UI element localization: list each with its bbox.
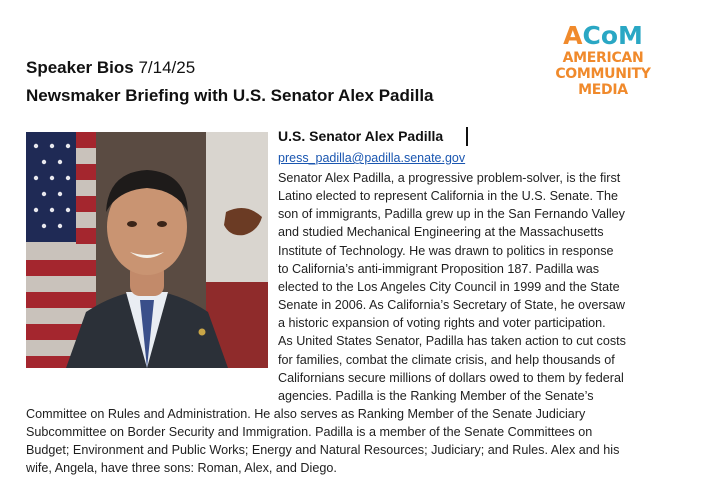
acom-logo-line-2: COMMUNITY [555,66,651,82]
bio-line: a historic expansion of voting rights and voter participation. [278,316,606,331]
acom-logo-line-3: MEDIA [578,82,628,98]
bio-line: wife, Angela, have three sons: Roman, Alex, and Diego. [26,461,337,476]
acom-logo [548,22,658,98]
bio-line: son of immigrants, Padilla grew up in the San Fernando Valley [278,207,625,222]
speaker-portrait-photo [26,132,268,368]
speaker-email-link[interactable]: press_padilla@padilla.senate.gov [278,151,466,165]
bio-line: and studied Mechanical Engineering at the Massachusetts [278,225,604,240]
bio-line: Californians secure millions of dollars owed to them by federal [278,370,624,385]
bio-line: As United States Senator, Padilla has taken action to cut costs [278,334,626,349]
page-subtitle: Newsmaker Briefing with U.S. Senator Alex Padilla [26,86,434,105]
bio-line: Latino elected to represent California in the U.S. Senate. The [278,189,619,204]
bio-line: agencies. Padilla is the Ranking Member of the Senate’s [278,388,594,403]
bio-line: to California’s anti-immigrant Proposition 187. Padilla was [278,261,600,276]
bio-line: Subcommittee on Border Security and Immigration. Padilla is a member of the Senate Committees on [26,425,593,440]
text-cursor [466,127,468,146]
speaker-name: U.S. Senator Alex Padilla [278,128,444,144]
bio-line: Committee on Rules and Administration. He also serves as Ranking Member of the Senate Judiciary [26,406,586,421]
page-date: 7/14/25 [138,58,196,77]
bio-line: for families, combat the climate crisis, and help thousands of [278,352,615,367]
bio-line: Budget; Environment and Public Works; Energy and Natural Resources; Judiciary; and Rules. Alex and his [26,443,620,458]
page-title-text: Speaker Bios [26,58,134,77]
bio-line: Institute of Technology. He was drawn to politics in response [278,243,614,258]
bio-line: elected to the Los Angeles City Council in 1999 and the State [278,279,620,294]
bio-line: Senator Alex Padilla, a progressive problem-solver, is the first [278,171,621,185]
bio-line: Senate in 2006. As California’s Secretary of State, he oversaw [278,298,625,313]
page-title [26,58,195,78]
acom-logo-line-1: AMERICAN [562,50,644,66]
acom-logo-mark: ACoM [563,21,643,50]
